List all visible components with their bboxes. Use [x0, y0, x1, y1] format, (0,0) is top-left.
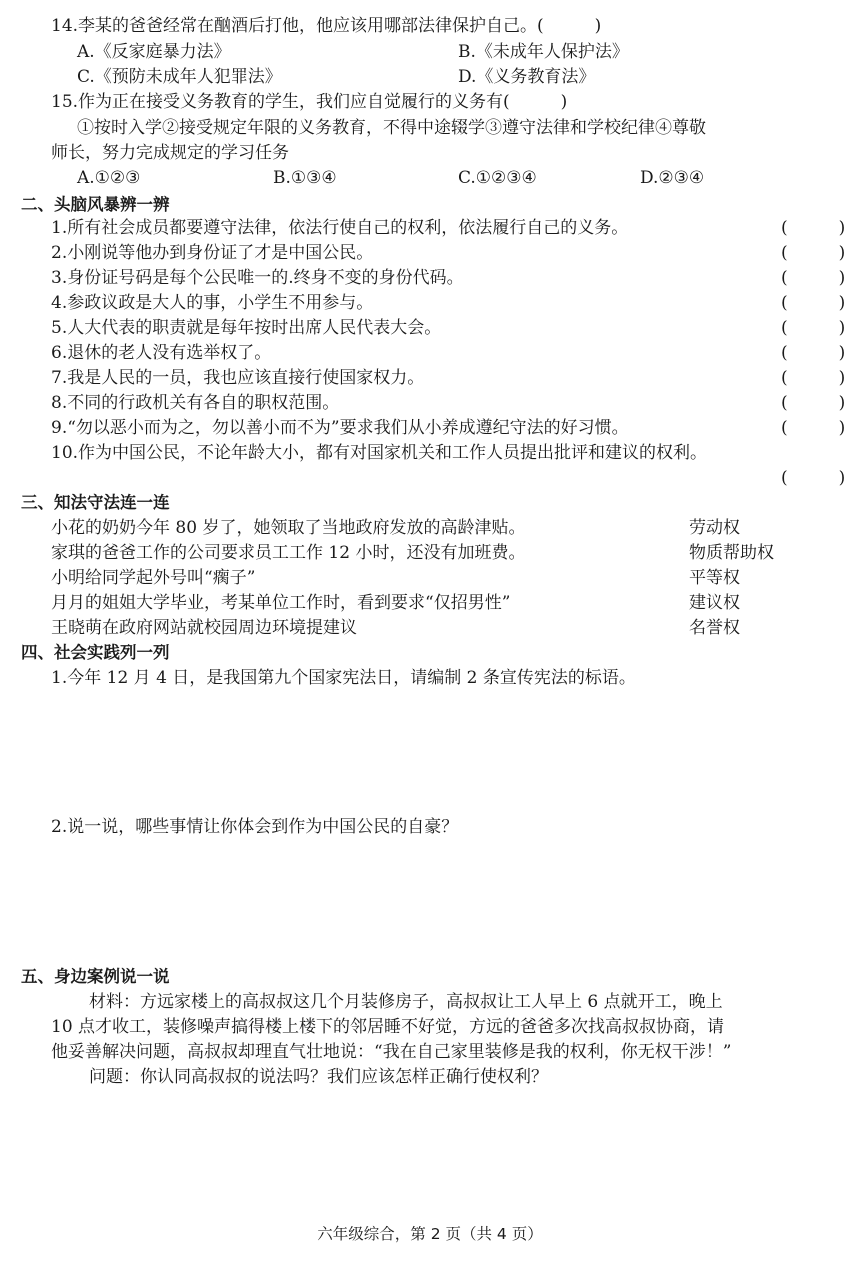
judge-answer-6[interactable]: ( ): [781, 343, 846, 363]
q14-option-c: C.《预防未成年人犯罪法》: [77, 67, 282, 87]
q15-option-b: B.①③④: [273, 168, 337, 188]
case-question: 问题：你认同高叔叔的说法吗？我们应该怎样正确行使权利？: [89, 1067, 548, 1087]
practice-question-1: 1.今年 12 月 4 日，是我国第九个国家宪法日，请编制 2 条宣传宪法的标语。: [51, 668, 636, 688]
judge-answer-4[interactable]: ( ): [781, 293, 846, 313]
judge-answer-5[interactable]: ( ): [781, 318, 846, 338]
q15-choices-line2: 师长，努力完成规定的学习任务: [51, 143, 289, 163]
judge-item-1: 1.所有社会成员都要遵守法律，依法行使自己的权利，依法履行自己的义务。: [51, 218, 629, 238]
match-right-5[interactable]: 名誉权: [689, 618, 740, 638]
match-right-3[interactable]: 平等权: [689, 568, 740, 588]
section3-heading: 三、知法守法连一连: [21, 493, 170, 512]
q15-stem: 15.作为正在接受义务教育的学生，我们应自觉履行的义务有( ): [51, 92, 568, 112]
section2-heading: 二、头脑风暴辨一辨: [21, 195, 170, 214]
judge-answer-10[interactable]: ( ): [781, 468, 846, 488]
judge-answer-3[interactable]: ( ): [781, 268, 846, 288]
match-left-5[interactable]: 王晓萌在政府网站就校园周边环境提建议: [51, 618, 357, 638]
judge-item-8: 8.不同的行政机关有各自的职权范围。: [51, 393, 340, 413]
match-left-3[interactable]: 小明给同学起外号叫“瘸子”: [51, 568, 256, 588]
q14-option-a: A.《反家庭暴力法》: [77, 42, 231, 62]
judge-answer-1[interactable]: ( ): [781, 218, 846, 238]
case-material-line3: 他妥善解决问题，高叔叔却理直气壮地说：“我在自己家里装修是我的权利，你无权干涉！”: [51, 1042, 732, 1062]
judge-item-7: 7.我是人民的一员，我也应该直接行使国家权力。: [51, 368, 425, 388]
q15-option-a: A.①②③: [77, 168, 141, 188]
q14-option-b: B.《未成年人保护法》: [458, 42, 629, 62]
section4-heading: 四、社会实践列一列: [21, 643, 170, 662]
q15-option-c: C.①②③④: [458, 168, 537, 188]
q15-option-d: D.②③④: [640, 168, 705, 188]
practice-question-2: 2.说一说，哪些事情让你体会到作为中国公民的自豪？: [51, 817, 459, 837]
match-right-4[interactable]: 建议权: [689, 593, 740, 613]
q15-choices-line1: ①按时入学②接受规定年限的义务教育，不得中途辍学③遵守法律和学校纪律④尊敬: [77, 118, 706, 138]
judge-item-10: 10.作为中国公民，不论年龄大小，都有对国家机关和工作人员提出批评和建议的权利。: [51, 443, 708, 463]
page-footer: 六年级综合，第 2 页（共 4 页）: [317, 1225, 543, 1243]
judge-item-2: 2.小刚说等他办到身份证了才是中国公民。: [51, 243, 374, 263]
judge-item-9: 9.“勿以恶小而为之，勿以善小而不为”要求我们从小养成遵纪守法的好习惯。: [51, 418, 629, 438]
match-right-2[interactable]: 物质帮助权: [689, 543, 774, 563]
case-material-line1: 材料：方远家楼上的高叔叔这几个月装修房子，高叔叔让工人早上 6 点就开工，晚上: [89, 992, 723, 1012]
judge-item-6: 6.退休的老人没有选举权了。: [51, 343, 272, 363]
judge-answer-8[interactable]: ( ): [781, 393, 846, 413]
match-left-4[interactable]: 月月的姐姐大学毕业，考某单位工作时，看到要求“仅招男性”: [51, 593, 511, 613]
judge-item-3: 3.身份证号码是每个公民唯一的.终身不变的身份代码。: [51, 268, 464, 288]
judge-answer-7[interactable]: ( ): [781, 368, 846, 388]
match-left-2[interactable]: 家琪的爸爸工作的公司要求员工工作 12 小时，还没有加班费。: [51, 543, 526, 563]
judge-item-4: 4.参政议政是大人的事，小学生不用参与。: [51, 293, 374, 313]
match-right-1[interactable]: 劳动权: [689, 518, 740, 538]
match-left-1[interactable]: 小花的奶奶今年 80 岁了，她领取了当地政府发放的高龄津贴。: [51, 518, 526, 538]
q14-stem: 14.李某的爸爸经常在酗酒后打他，他应该用哪部法律保护自己。( ): [51, 16, 602, 36]
judge-answer-9[interactable]: ( ): [781, 418, 846, 438]
section5-heading: 五、身边案例说一说: [21, 967, 170, 986]
judge-answer-2[interactable]: ( ): [781, 243, 846, 263]
judge-item-5: 5.人大代表的职责就是每年按时出席人民代表大会。: [51, 318, 442, 338]
q14-option-d: D.《义务教育法》: [458, 67, 596, 87]
case-material-line2: 10 点才收工，装修噪声搞得楼上楼下的邻居睡不好觉，方远的爸爸多次找高叔叔协商，请: [51, 1017, 725, 1037]
